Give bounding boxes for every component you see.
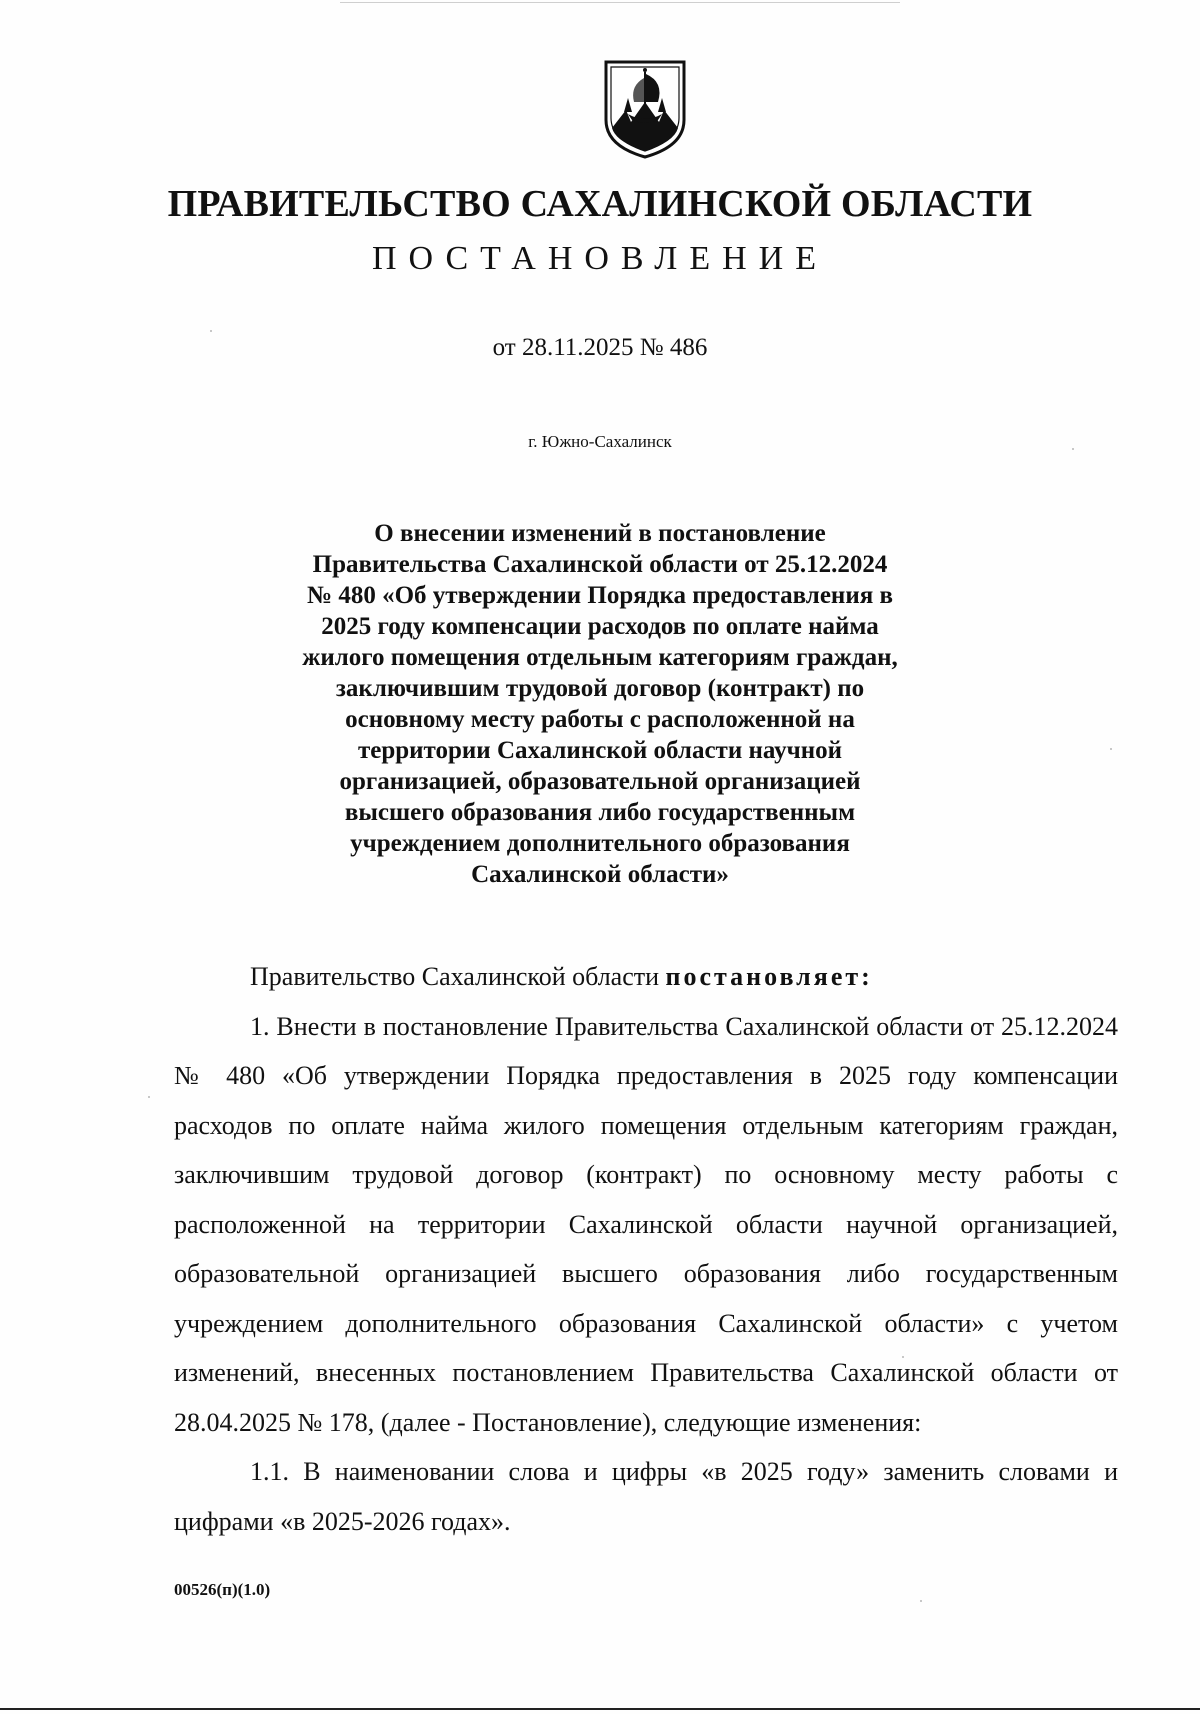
scan-speck	[210, 330, 212, 332]
document-body	[174, 952, 1118, 1546]
heading-line: О внесении изменений в постановление	[374, 520, 826, 547]
heading-line: № 480 «Об утверждении Порядка предоставления в	[306, 582, 893, 609]
document-city: г. Южно-Сахалинск	[528, 432, 672, 451]
scan-speck	[920, 1600, 922, 1602]
heading-line: учреждением дополнительного образования	[350, 830, 850, 857]
heading-line: жилого помещения отдельным категориям граждан,	[302, 644, 898, 671]
heading-line: территории Сахалинской области научной	[357, 737, 843, 764]
heading-line: организацией, образовательной организацией	[339, 768, 861, 795]
heading-line: основному месту работы с расположенной на	[345, 706, 855, 733]
resolution-intro	[174, 952, 1118, 1002]
document-number-date: от 28.11.2025 № 486	[492, 334, 708, 361]
scan-edge-bottom	[0, 1708, 1200, 1710]
heading-line: 2025 году компенсации расходов по оплате найма	[321, 613, 879, 640]
form-code: 00526(п)(1.0)	[174, 1580, 271, 1599]
scan-speck	[1110, 748, 1112, 750]
intro-decree-word: постановляет	[665, 962, 862, 991]
coat-of-arms-emblem	[598, 58, 692, 160]
organization-title: ПРАВИТЕЛЬСТВО САХАЛИНСКОЙ ОБЛАСТИ	[167, 183, 1033, 225]
document-heading	[290, 518, 910, 890]
heading-line: высшего образования либо государственным	[344, 799, 856, 826]
scan-speck	[1072, 448, 1074, 450]
clause-1: 1. Внести в постановление Правительства Сахалинской области от 25.12.2024 № 480 «Об утверждении Порядка предоставления в 2025 году компенсации расходов по оплате найма жилого помещения отдельным категориям граждан, заключившим трудовой договор (контракт) по основному месту работы с расположенной на территории Сахалинской области научной организацией, образовательной организацией высшего образования либо государственным учреждением дополнительного образования Сахалинской области» с учетом изменений, внесенных постановлением Правительства Сахалинской области от 28.04.2025 № 178, (далее - Постановление), следующие изменения:	[174, 1011, 1118, 1437]
heading-line: Сахалинской области»	[471, 861, 729, 888]
intro-prefix: Правительство Сахалинской области	[250, 962, 666, 991]
intro-colon: :	[861, 962, 873, 991]
heading-line: Правительства Сахалинской области от 25.12.2024	[312, 551, 888, 578]
scan-edge-top	[340, 2, 900, 3]
clause-1-1: 1.1. В наименовании слова и цифры «в 2025 году» заменить словами и цифрами «в 2025-2026 годах».	[174, 1457, 1118, 1536]
scan-speck	[902, 1356, 904, 1358]
scan-speck	[148, 1096, 150, 1098]
heading-line: заключившим трудовой договор (контракт) по	[335, 675, 865, 702]
document-type: ПОСТАНОВЛЕНИЕ	[371, 240, 829, 277]
